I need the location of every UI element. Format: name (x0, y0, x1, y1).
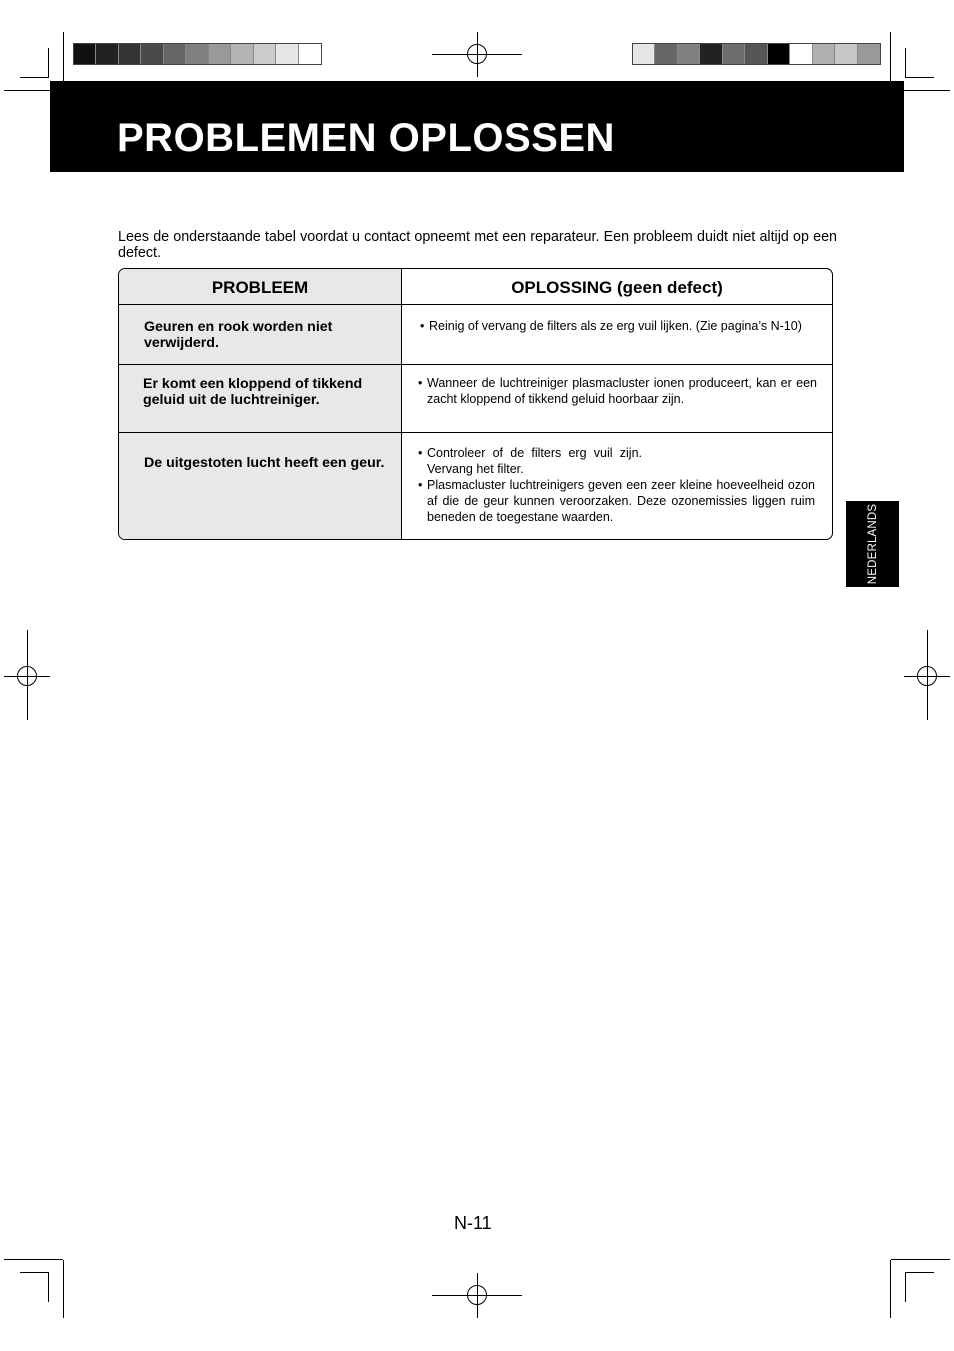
calibration-swatch (835, 44, 857, 64)
calibration-swatch (141, 44, 163, 64)
solution-list (420, 318, 817, 334)
table-row (119, 364, 832, 432)
solution-list (418, 375, 817, 407)
calibration-swatch (858, 44, 880, 64)
table-row (119, 432, 832, 540)
calibration-swatch (700, 44, 722, 64)
title-banner (50, 81, 904, 172)
calibration-swatch (276, 44, 298, 64)
calibration-swatch (813, 44, 835, 64)
calibration-swatch (74, 44, 96, 64)
solution-item: • Reinig of vervang de filters als ze erg vuil lijken. (Zie pagina’s N-10) (420, 318, 817, 334)
table-header-row (119, 269, 832, 304)
problem-cell (119, 305, 402, 364)
calibration-swatch (790, 44, 812, 64)
calibration-swatch (655, 44, 677, 64)
calibration-swatch (768, 44, 790, 64)
solution-item: • Controleer of de filters erg vuil zijn. Vervang het filter. (418, 445, 642, 477)
page-number: N-11 (454, 1213, 492, 1233)
calibration-swatch (678, 44, 700, 64)
language-side-tab (846, 501, 899, 587)
calibration-bar-right (632, 43, 881, 65)
problem-cell (119, 365, 402, 432)
header-solution: OPLOSSING (geen defect) (511, 278, 723, 297)
solution-cell (402, 433, 832, 540)
solution-cell (402, 365, 832, 432)
page-title: PROBLEMEN OPLOSSEN (117, 116, 615, 160)
table-row (119, 304, 832, 364)
calibration-swatch (723, 44, 745, 64)
header-problem: PROBLEEM (211, 278, 309, 297)
calibration-swatch (209, 44, 231, 64)
language-label: NEDERLANDS (866, 503, 879, 585)
header-cell-solution (402, 269, 832, 304)
troubleshooting-table (118, 268, 833, 540)
calibration-swatch (186, 44, 208, 64)
problem-cell (119, 433, 402, 540)
header-cell-problem (119, 269, 402, 304)
calibration-bar-left (73, 43, 322, 65)
calibration-swatch (254, 44, 276, 64)
intro-text: Lees de onderstaande tabel voordat u contact opneemt met een reparateur. Een probleem duidt niet altijd op een defect. (118, 229, 837, 261)
solution-list (418, 445, 815, 525)
solution-item: • Wanneer de luchtreiniger plasmacluster ionen produceert, kan er een zacht kloppend of tikkend geluid hoorbaar zijn. (418, 375, 817, 407)
solution-cell (402, 305, 832, 364)
calibration-swatch (119, 44, 141, 64)
calibration-swatch (164, 44, 186, 64)
calibration-swatch (96, 44, 118, 64)
calibration-swatch (299, 44, 321, 64)
calibration-swatch (633, 44, 655, 64)
calibration-swatch (231, 44, 253, 64)
solution-item: • Plasmacluster luchtreinigers geven een zeer kleine hoeveelheid ozon af die de geur kunnen veroorzaken. Deze ozonemissies liggen ruim beneden de toegestane waarden. (418, 477, 815, 525)
problem-text: Geuren en rook worden niet verwijderd. (144, 319, 333, 351)
problem-text: Er komt een kloppend of tikkend geluid uit de luchtreiniger. (143, 376, 363, 408)
calibration-swatch (745, 44, 767, 64)
problem-text: De uitgestoten lucht heeft een geur. (144, 455, 385, 471)
